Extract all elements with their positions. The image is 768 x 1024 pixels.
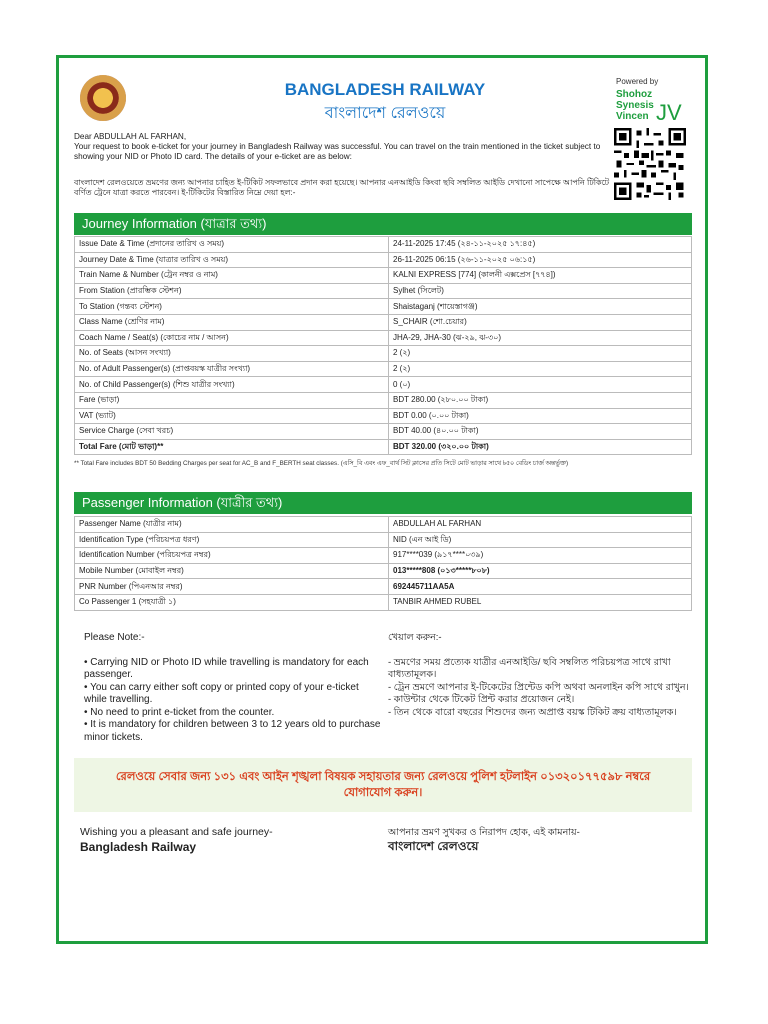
intro-text-bn: বাংলাদেশ রেলওয়েতে ভ্রমণের জন্য আপনার চাহিত ই-টিকিট সফলভাবে প্রদান করা হয়েছে। আপনার এনআইডি কিংবা ছবি সম্বলিত আইডি দেখানো সাপেক্ষে আপনি টিকিটে বর্ণিত ট্রেনে যাত্রা করতে পারবেন। ই-টিকিটের বিস্তারিত নিম্নে দেয়া হল:-	[74, 178, 610, 197]
note-item-bn: - তিন থেকে বারো বছরের শিশুদের জন্য অপ্রাপ্ত বয়স্ক টিকিট ক্রয় বাধ্যতামূলক।	[388, 706, 677, 718]
journey-label: Coach Name / Seat(s) (কোচের নাম / আসন)	[75, 330, 389, 346]
intro-text-en: Your request to book e-ticket for your journey in Bangladesh Railway was successful. You can travel on the train mentioned in the ticket subject to showing your NID or Photo ID card. The details of your e-ticket are as below:	[74, 142, 601, 161]
journey-value: BDT 40.00 (৪০.০০ টাকা)	[389, 424, 692, 440]
powered-by-label: Powered by	[616, 77, 659, 86]
table-row	[75, 579, 692, 595]
table-row	[75, 439, 692, 455]
passenger-value: TANBIR AHMED RUBEL	[389, 594, 692, 610]
passenger-value: 917****039 (৯১৭****০৩৯)	[389, 548, 692, 564]
qr-code	[614, 128, 686, 200]
passenger-label: Passenger Name (যাত্রীর নাম)	[75, 517, 389, 533]
passenger-label: Mobile Number (মোবাইল নম্বর)	[75, 563, 389, 579]
brand-line: Synesis	[616, 100, 654, 111]
passenger-label: Identification Number (পরিচয়পত্র নম্বর)	[75, 548, 389, 564]
note-item-bn: - ট্রেন ভ্রমণে আপনার ই-টিকেটের প্রিন্টেড কপি অথবা অনলাইন কপি সাথে রাখুন।	[388, 681, 689, 693]
qr-code-icon	[614, 128, 686, 200]
table-row	[75, 361, 692, 377]
journey-value: S_CHAIR (শো.চেয়ার)	[389, 314, 692, 330]
journey-label: No. of Seats (আসন সংখ্যা)	[75, 346, 389, 362]
table-row	[75, 594, 692, 610]
table-row	[75, 330, 692, 346]
journey-label: Service Charge (সেবা খরচ)	[75, 424, 389, 440]
journey-value: 0 (০)	[389, 377, 692, 393]
journey-value: JHA-29, JHA-30 (ঝ-২৯, ঝ-৩০)	[389, 330, 692, 346]
brand-logo-text	[616, 89, 654, 122]
hotline-banner: রেলওয়ে সেবার জন্য ১৩১ এবং আইন শৃঙ্খলা বিষয়ক সহায়তার জন্য রেলওয়ে পুলিশ হটলাইন ০১৩২০১৭৭৫৯৮ নম্বরে যোগাযোগ করুন।	[74, 758, 692, 812]
brand-line: Shohoz	[616, 89, 653, 100]
journey-value: BDT 280.00 (২৮০.০০ টাকা)	[389, 392, 692, 408]
table-row	[75, 563, 692, 579]
greeting: Dear ABDULLAH AL FARHAN,	[74, 132, 187, 141]
journey-value: KALNI EXPRESS [774] (কালনী এক্সপ্রেস [৭৭৪])	[389, 268, 692, 284]
journey-label: From Station (প্রারম্ভিক স্টেশন)	[75, 283, 389, 299]
journey-value: Shaistaganj (শায়েস্তাগঞ্জ)	[389, 299, 692, 315]
journey-label: Issue Date & Time (প্রদানের তারিখ ও সময়)	[75, 237, 389, 253]
journey-label: VAT (ভ্যাট)	[75, 408, 389, 424]
journey-value: BDT 0.00 (০.০০ টাকা)	[389, 408, 692, 424]
note-item-bn: - ভ্রমণের সময় প্রত্যেক যাত্রীর এনআইডি/ ছবি সম্বলিত পরিচয়পত্র সাথে রাখা বাধ্যতামূলক।	[388, 656, 671, 680]
journey-label: Train Name & Number (ট্রেন নম্বর ও নাম)	[75, 268, 389, 284]
closing-signature-bn: বাংলাদেশ রেলওয়ে	[388, 839, 479, 853]
passenger-value: ABDULLAH AL FARHAN	[389, 517, 692, 533]
note-item-en: • You can carry either soft copy or printed copy of your e-ticket while travelling.	[84, 681, 359, 705]
table-row	[75, 532, 692, 548]
journey-value: 24-11-2025 17:45 (২৪-১১-২০২৫ ১৭:৪৫)	[389, 237, 692, 253]
table-row	[75, 346, 692, 362]
intro-english	[74, 132, 614, 162]
table-row	[75, 283, 692, 299]
journey-value: Sylhet (সিলেট)	[389, 283, 692, 299]
journey-value: 26-11-2025 06:15 (২৬-১১-২০২৫ ০৬:১৫)	[389, 252, 692, 268]
table-row	[75, 377, 692, 393]
brand-jv: JV	[656, 100, 682, 125]
total-fare-label: Total Fare (মোট ভাড়া)**	[75, 439, 389, 455]
journey-label: No. of Child Passenger(s) (শিশু যাত্রীর সংখ্যা)	[75, 377, 389, 393]
total-fare-value: BDT 320.00 (৩২০.০০ টাকা)	[389, 439, 692, 455]
railway-emblem-logo	[80, 75, 126, 121]
table-row	[75, 299, 692, 315]
passenger-label: PNR Number (পিএনআর নম্বর)	[75, 579, 389, 595]
notes-bangla	[388, 632, 698, 719]
title-bangla: বাংলাদেশ রেলওয়ে	[324, 105, 446, 122]
passenger-info-header: Passenger Information (যাত্রীর তথ্য)	[74, 492, 692, 514]
journey-value: 2 (২)	[389, 346, 692, 362]
journey-label: Journey Date & Time (যাত্রার তারিখ ও সময়)	[75, 252, 389, 268]
closing-signature-en: Bangladesh Railway	[80, 840, 197, 854]
table-row	[75, 548, 692, 564]
note-item-en: • It is mandatory for children between 3 to 12 years old to purchase minor tickets.	[84, 719, 381, 743]
notes-title-bn: খেয়াল করুন:-	[388, 632, 442, 643]
table-row	[75, 517, 692, 533]
closing-wish-en: Wishing you a pleasant and safe journey-	[80, 826, 273, 838]
passenger-value: 013*****808 (০১৩*****৮০৮)	[389, 563, 692, 579]
journey-value: 2 (২)	[389, 361, 692, 377]
table-row	[75, 268, 692, 284]
note-item-bn: - কাউন্টার থেকে টিকেট প্রিন্ট করার প্রয়োজন নেই।	[388, 694, 575, 705]
notes-english	[84, 632, 384, 744]
title-english: BANGLADESH RAILWAY	[284, 80, 486, 99]
table-row	[75, 408, 692, 424]
journey-label: No. of Adult Passenger(s) (প্রাপ্তবয়স্ক যাত্রীর সংখ্যা)	[75, 361, 389, 377]
table-row	[75, 237, 692, 253]
passenger-label: Identification Type (পরিচয়পত্র ধরণ)	[75, 532, 389, 548]
table-row	[75, 392, 692, 408]
journey-label: Class Name (শ্রেণির নাম)	[75, 314, 389, 330]
journey-label: Fare (ভাড়া)	[75, 392, 389, 408]
note-item-en: • No need to print e-ticket from the counter.	[84, 706, 275, 718]
fare-footnote: ** Total Fare includes BDT 50 Bedding Charges per seat for AC_B and F_BERTH seat classes. (এসি_বি এবং এফ_বার্থ সিট ক্লাসের প্রতি সিটে মোট ভাড়ার সাথে ৳৫০ বেডিং চার্জ অন্তর্ভুক্ত)	[74, 460, 569, 467]
note-item-en: • Carrying NID or Photo ID while travelling is mandatory for each passenger.	[84, 656, 369, 680]
notes-title-en: Please Note:-	[84, 632, 145, 643]
table-row	[75, 314, 692, 330]
passenger-info-table	[74, 516, 692, 611]
journey-label: To Station (গন্তব্য স্টেশন)	[75, 299, 389, 315]
brand-line: Vincen	[616, 111, 649, 122]
table-row	[75, 424, 692, 440]
passenger-value: 692445711AA5A	[389, 579, 692, 595]
passenger-label: Co Passenger 1 (সহযাত্রী ১)	[75, 594, 389, 610]
journey-info-table	[74, 236, 692, 455]
journey-info-header: Journey Information (যাত্রার তথ্য)	[74, 213, 692, 235]
closing-wish-bn: আপনার ভ্রমণ সুখকর ও নিরাপদ হোক, এই কামনায়-	[388, 827, 580, 838]
table-row	[75, 252, 692, 268]
passenger-value: NID (এন আই ডি)	[389, 532, 692, 548]
